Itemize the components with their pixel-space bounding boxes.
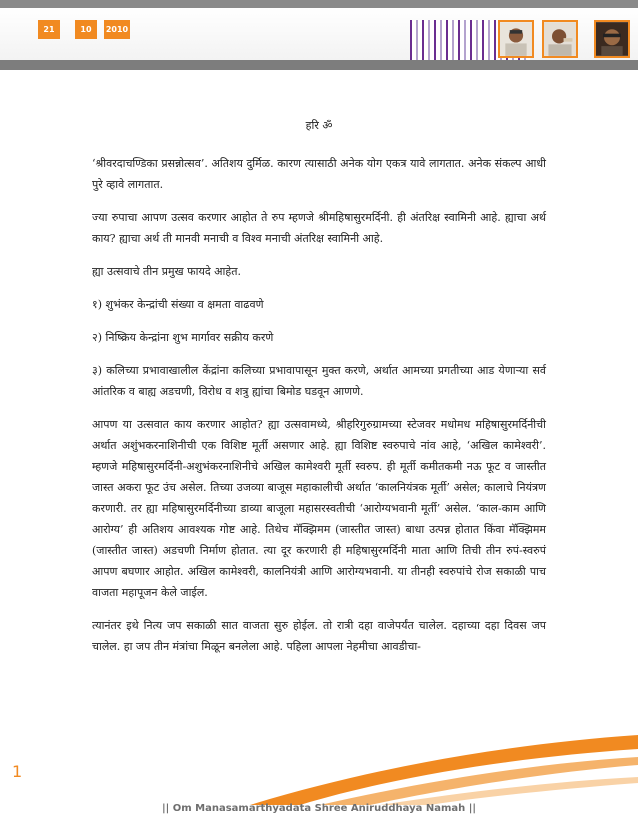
paragraph: ह्या उत्सवाचे तीन प्रमुख फायदे आहेत. <box>92 265 242 278</box>
document-body <box>92 118 546 669</box>
paragraph: ‘श्रीवरदाचण्डिका प्रसन्नोत्सव’. अतिशय दुर्मिळ. कारण त्यासाठी अनेक योग एकत्र यावे लागतात. अनेक संकल्प आधी पुरे व्हावे लागतात. <box>92 157 546 191</box>
portrait-image <box>596 22 628 56</box>
portrait-photo-2 <box>542 20 578 58</box>
paragraph: ज्या रुपाचा आपण उत्सव करणार आहोत ते रुप म्हणजे श्रीमहिषासुरमर्दिनी. ही अंतरिक्ष स्वामिनी आहे. ह्याचा अर्थ काय? ह्याचा अर्थ ती मानवी मनाची व विश्व मनाची अंतरिक्ष स्वामिनी आहे. <box>92 211 546 245</box>
portrait-image <box>544 22 576 56</box>
page-number: 1 <box>12 762 23 781</box>
portrait-photo-1 <box>498 20 534 58</box>
top-bar <box>0 0 638 8</box>
paragraph: त्यानंतर इथे नित्य जप सकाळी सात वाजता सुरु होईल. तो रात्री दहा वाजेपर्यंत चालेल. दहाच्या दहा दिवस जप चालेल. हा जप तीन मंत्रांचा मिळून बनलेला आहे. पहिला आपला नेहमीचा आवडीचा- <box>92 619 546 653</box>
portrait-image <box>500 22 532 56</box>
header-band <box>0 60 638 70</box>
footer-swoosh <box>0 735 638 805</box>
date-month-badge: 10 <box>75 20 97 39</box>
date-day-badge: 21 <box>38 20 60 39</box>
paragraph: आपण या उत्सवात काय करणार आहोत? ह्या उत्सवामध्ये, श्रीहरिगुरुग्रामच्या स्टेजवर मधोमध महिषासुरमर्दिनीची अर्थात अशुंभकरनाशिनीची एक विशिष्ट मूर्ती असणार आहे. ह्या विशिष्ट स्वरुपाचे नांव आहे, ‘अखिल कामेश्वरी’. म्हणजे महिषासुरमर्दिनी-अशुभंकरनाशिनीचे अखिल कामेश्वरी मूर्ती स्वरुप. ही मूर्ती कमीतकमी नऊ फूट व जास्तीत जास्त अकरा फूट उंच असेल. तिच्या उजव्या बाजूस महाकालीची अर्थात ‘कालनियंत्रक मूर्ती’ असेल; कालाचे नियंत्रण करणारी. तर ह्या महिषासुरमर्दिनीच्या डाव्या बाजूला महासरस्वतीची ‘आरोग्यभवानी मूर्ती’ असेल. ‘काल-काम आणि आरोग्य’ ही अतिशय आवश्यक गोष्ट आहे. तिथेच मॅक्झिमम (जास्तीत जास्त) बाधा उत्पन्न होतात किंवा मॅक्झिमम (जास्तीत जास्त) अडचणी निर्माण होतात. त्या दूर करणारी ही महिषासुरमर्दिनी माता आणि तिची तीन रुपं-स्वरुपं आपण बघणार आहोत. अखिल कामेश्वरी, कालनियंत्री आणि आरोग्यभवानी. या तीनही स्वरुपांचे रोज सकाळी पाच वाजता महापूजन केले जाईल. <box>92 418 546 599</box>
date-year-badge: 2010 <box>104 20 130 39</box>
list-item: १) शुभंकर केन्द्रांची संख्या व क्षमता वाढवणे <box>92 298 264 311</box>
list-item: २) निष्क्रिय केन्द्रांना शुभ मार्गावर सक्रीय करणे <box>92 331 274 344</box>
list-item: ३) कलिच्या प्रभावाखालील केंद्रांना कलिच्या प्रभावापासून मुक्त करणे, अर्थात आमच्या प्रगतीच्या आड येणाऱ्या सर्व आंतरिक व बाह्य अडचणी, विरोध व शत्रु ह्यांचा बिमोड घडवून आणणे. <box>92 364 546 398</box>
portrait-photo-3 <box>594 20 630 58</box>
footer-tagline: || Om Manasamarthyadata Shree Aniruddhaya Namah || <box>161 803 477 814</box>
document-title: हरि ॐ <box>305 119 333 132</box>
